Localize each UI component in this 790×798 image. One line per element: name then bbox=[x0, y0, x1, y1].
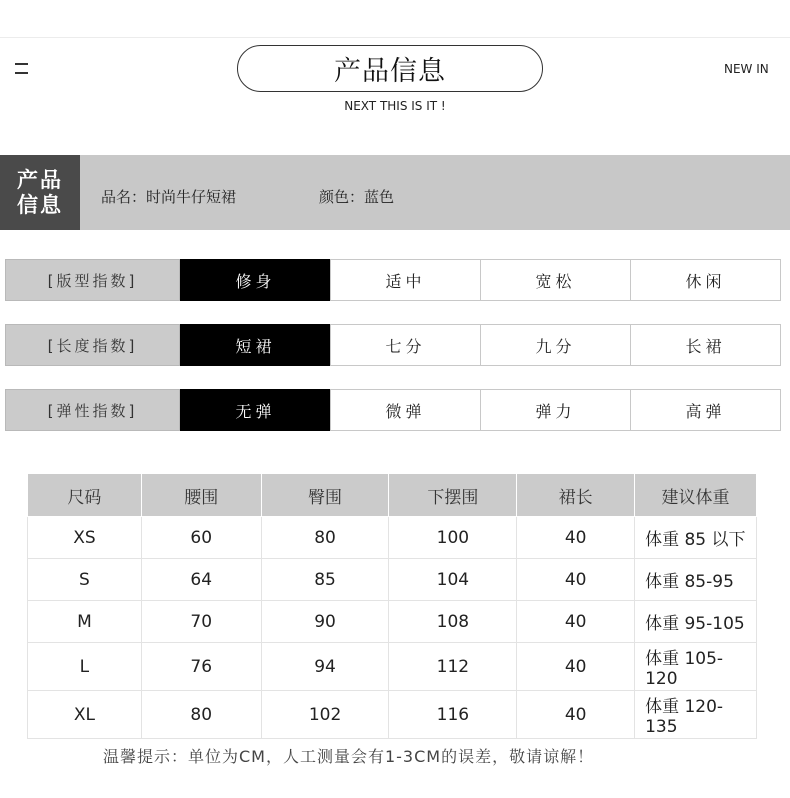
cell-waist: 76 bbox=[141, 643, 261, 691]
cell-waist: 70 bbox=[141, 601, 261, 643]
header-hem: 下摆围 bbox=[389, 474, 517, 517]
length-option-long: 长裙 bbox=[630, 324, 781, 366]
table-row bbox=[28, 643, 757, 691]
cell-hem: 112 bbox=[389, 643, 517, 691]
stretch-option-none: 无弹 bbox=[180, 389, 331, 431]
cell-size: L bbox=[28, 643, 142, 691]
cell-length: 40 bbox=[517, 601, 635, 643]
cell-hip: 80 bbox=[261, 517, 389, 559]
header-size: 尺码 bbox=[28, 474, 142, 517]
table-row bbox=[28, 559, 757, 601]
fit-option-casual: 休闲 bbox=[630, 259, 781, 301]
length-option-short: 短裙 bbox=[180, 324, 331, 366]
cell-hem: 116 bbox=[389, 691, 517, 739]
product-name: 品名：时尚牛仔短裙 bbox=[101, 188, 237, 206]
cell-weight: 体重 85-95 bbox=[635, 559, 757, 601]
length-index-label: [长度指数] bbox=[5, 324, 180, 366]
cell-hem: 108 bbox=[389, 601, 517, 643]
product-color: 颜色：蓝色 bbox=[319, 188, 395, 206]
page-title: 产品信息 bbox=[237, 45, 543, 92]
cell-hip: 90 bbox=[261, 601, 389, 643]
new-in-link[interactable]: NEW IN bbox=[724, 62, 769, 76]
fit-index-label: [版型指数] bbox=[5, 259, 180, 301]
stretch-option-slight: 微弹 bbox=[330, 389, 481, 431]
stretch-index-row bbox=[5, 389, 784, 431]
cell-hip: 102 bbox=[261, 691, 389, 739]
cell-length: 40 bbox=[517, 517, 635, 559]
length-index-row bbox=[5, 324, 784, 366]
fit-option-regular: 适中 bbox=[330, 259, 481, 301]
cell-waist: 80 bbox=[141, 691, 261, 739]
length-option-seven: 七分 bbox=[330, 324, 481, 366]
cell-length: 40 bbox=[517, 691, 635, 739]
cell-waist: 60 bbox=[141, 517, 261, 559]
header-weight: 建议体重 bbox=[635, 474, 757, 517]
cell-weight: 体重 95-105 bbox=[635, 601, 757, 643]
cell-weight: 体重 105-120 bbox=[635, 643, 757, 691]
measurement-note: 温馨提示：单位为CM，人工测量会有1-3CM的误差，敬请谅解！ bbox=[103, 747, 595, 766]
header-hip: 臀围 bbox=[261, 474, 389, 517]
stretch-option-high: 高弹 bbox=[630, 389, 781, 431]
cell-weight: 体重 85 以下 bbox=[635, 517, 757, 559]
cell-size: XL bbox=[28, 691, 142, 739]
cell-length: 40 bbox=[517, 643, 635, 691]
cell-length: 40 bbox=[517, 559, 635, 601]
cell-size: XS bbox=[28, 517, 142, 559]
cell-size: S bbox=[28, 559, 142, 601]
table-row bbox=[28, 517, 757, 559]
stretch-index-label: [弹性指数] bbox=[5, 389, 180, 431]
info-tag-line1: 产品 bbox=[17, 167, 63, 192]
cell-hip: 85 bbox=[261, 559, 389, 601]
fit-index-row bbox=[5, 259, 784, 301]
cell-size: M bbox=[28, 601, 142, 643]
header-waist: 腰围 bbox=[141, 474, 261, 517]
cell-hem: 104 bbox=[389, 559, 517, 601]
cell-hem: 100 bbox=[389, 517, 517, 559]
fit-option-slim: 修身 bbox=[180, 259, 331, 301]
size-table-header bbox=[28, 474, 757, 517]
stretch-option-stretch: 弹力 bbox=[480, 389, 631, 431]
info-tag-line2: 信息 bbox=[17, 192, 63, 217]
top-divider bbox=[0, 37, 790, 38]
menu-icon[interactable] bbox=[15, 62, 28, 74]
size-table bbox=[27, 473, 757, 739]
table-row bbox=[28, 601, 757, 643]
page-subtitle: NEXT THIS IS IT ! bbox=[344, 99, 446, 113]
length-option-nine: 九分 bbox=[480, 324, 631, 366]
cell-hip: 94 bbox=[261, 643, 389, 691]
fit-option-loose: 宽松 bbox=[480, 259, 631, 301]
table-row bbox=[28, 691, 757, 739]
header-length: 裙长 bbox=[517, 474, 635, 517]
product-info-tag bbox=[0, 155, 80, 230]
cell-waist: 64 bbox=[141, 559, 261, 601]
cell-weight: 体重 120-135 bbox=[635, 691, 757, 739]
